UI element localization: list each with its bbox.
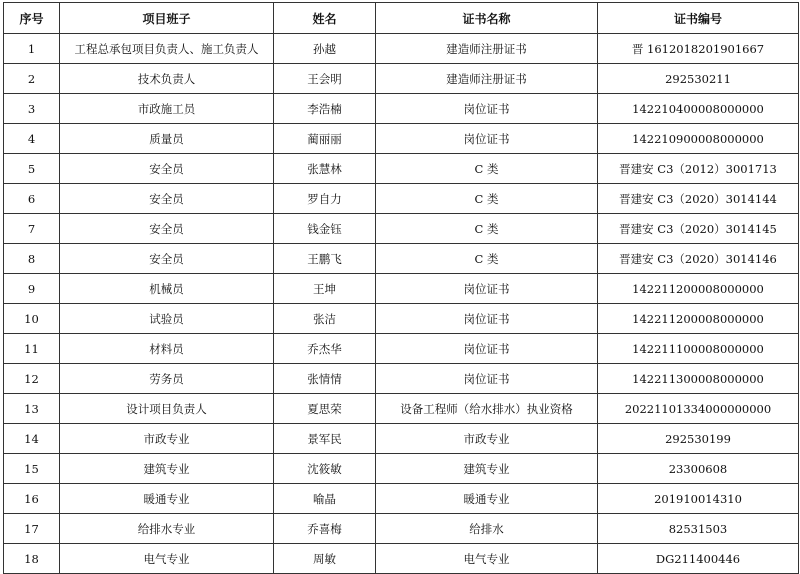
cell-certificate-number: 292530211 bbox=[598, 64, 799, 94]
cell-certificate-number: DG211400446 bbox=[598, 544, 799, 574]
cell-name: 景军民 bbox=[274, 424, 376, 454]
table-row bbox=[4, 244, 799, 274]
cell-index: 6 bbox=[4, 184, 60, 214]
table-row bbox=[4, 394, 799, 424]
cell-index: 1 bbox=[4, 34, 60, 64]
column-header-certificate-number: 证书编号 bbox=[598, 3, 799, 34]
cell-role: 建筑专业 bbox=[60, 454, 274, 484]
personnel-certificate-table bbox=[3, 2, 799, 574]
cell-certificate-name: C 类 bbox=[376, 244, 598, 274]
cell-index: 2 bbox=[4, 64, 60, 94]
cell-certificate-number: 晋 1612018201901667 bbox=[598, 34, 799, 64]
column-header-name: 姓名 bbox=[274, 3, 376, 34]
cell-certificate-number: 晋建安 C3（2020）3014146 bbox=[598, 244, 799, 274]
table-row bbox=[4, 64, 799, 94]
cell-certificate-name: 建造师注册证书 bbox=[376, 64, 598, 94]
cell-name: 钱金钰 bbox=[274, 214, 376, 244]
cell-name: 喻晶 bbox=[274, 484, 376, 514]
cell-role: 安全员 bbox=[60, 214, 274, 244]
cell-certificate-number: 82531503 bbox=[598, 514, 799, 544]
cell-role: 材料员 bbox=[60, 334, 274, 364]
cell-name: 蔺丽丽 bbox=[274, 124, 376, 154]
cell-name: 李浩楠 bbox=[274, 94, 376, 124]
table-row bbox=[4, 424, 799, 454]
table-row bbox=[4, 454, 799, 484]
table-row bbox=[4, 334, 799, 364]
cell-certificate-number: 23300608 bbox=[598, 454, 799, 484]
cell-certificate-name: C 类 bbox=[376, 214, 598, 244]
table-row bbox=[4, 124, 799, 154]
cell-name: 王会明 bbox=[274, 64, 376, 94]
cell-role: 设计项目负责人 bbox=[60, 394, 274, 424]
table-row bbox=[4, 274, 799, 304]
cell-role: 劳务员 bbox=[60, 364, 274, 394]
cell-role: 给排水专业 bbox=[60, 514, 274, 544]
header-row bbox=[4, 3, 799, 34]
cell-certificate-name: C 类 bbox=[376, 154, 598, 184]
cell-role: 安全员 bbox=[60, 244, 274, 274]
table-row bbox=[4, 214, 799, 244]
cell-certificate-name: 岗位证书 bbox=[376, 334, 598, 364]
cell-index: 18 bbox=[4, 544, 60, 574]
cell-certificate-name: 市政专业 bbox=[376, 424, 598, 454]
cell-name: 沈筱敏 bbox=[274, 454, 376, 484]
cell-certificate-name: 岗位证书 bbox=[376, 94, 598, 124]
cell-index: 5 bbox=[4, 154, 60, 184]
cell-certificate-number: 142210900008000000 bbox=[598, 124, 799, 154]
cell-certificate-number: 晋建安 C3（2020）3014145 bbox=[598, 214, 799, 244]
cell-index: 4 bbox=[4, 124, 60, 154]
cell-certificate-name: 设备工程师（给水排水）执业资格 bbox=[376, 394, 598, 424]
cell-index: 15 bbox=[4, 454, 60, 484]
cell-certificate-name: 建造师注册证书 bbox=[376, 34, 598, 64]
table-row bbox=[4, 154, 799, 184]
table-row bbox=[4, 184, 799, 214]
cell-role: 安全员 bbox=[60, 184, 274, 214]
column-header-role: 项目班子 bbox=[60, 3, 274, 34]
cell-certificate-number: 20221101334000000000 bbox=[598, 394, 799, 424]
cell-certificate-name: 给排水 bbox=[376, 514, 598, 544]
cell-name: 夏思荣 bbox=[274, 394, 376, 424]
cell-name: 乔喜梅 bbox=[274, 514, 376, 544]
cell-index: 8 bbox=[4, 244, 60, 274]
cell-name: 张洁 bbox=[274, 304, 376, 334]
table-row bbox=[4, 34, 799, 64]
cell-certificate-name: 岗位证书 bbox=[376, 304, 598, 334]
cell-index: 3 bbox=[4, 94, 60, 124]
cell-role: 市政专业 bbox=[60, 424, 274, 454]
cell-certificate-number: 142211200008000000 bbox=[598, 304, 799, 334]
cell-index: 11 bbox=[4, 334, 60, 364]
cell-role: 技术负责人 bbox=[60, 64, 274, 94]
cell-index: 9 bbox=[4, 274, 60, 304]
cell-index: 10 bbox=[4, 304, 60, 334]
table-body bbox=[4, 34, 799, 574]
cell-certificate-name: 岗位证书 bbox=[376, 364, 598, 394]
cell-role: 质量员 bbox=[60, 124, 274, 154]
cell-certificate-number: 晋建安 C3（2020）3014144 bbox=[598, 184, 799, 214]
cell-index: 17 bbox=[4, 514, 60, 544]
table-row bbox=[4, 514, 799, 544]
table-row bbox=[4, 94, 799, 124]
cell-name: 孙越 bbox=[274, 34, 376, 64]
table-row bbox=[4, 304, 799, 334]
cell-index: 7 bbox=[4, 214, 60, 244]
cell-certificate-number: 201910014310 bbox=[598, 484, 799, 514]
cell-name: 王鹏飞 bbox=[274, 244, 376, 274]
cell-role: 暖通专业 bbox=[60, 484, 274, 514]
cell-role: 试验员 bbox=[60, 304, 274, 334]
cell-role: 机械员 bbox=[60, 274, 274, 304]
cell-name: 乔杰华 bbox=[274, 334, 376, 364]
cell-name: 张情情 bbox=[274, 364, 376, 394]
cell-certificate-name: 暖通专业 bbox=[376, 484, 598, 514]
cell-name: 罗自力 bbox=[274, 184, 376, 214]
cell-certificate-number: 142211200008000000 bbox=[598, 274, 799, 304]
cell-certificate-number: 142211100008000000 bbox=[598, 334, 799, 364]
cell-index: 13 bbox=[4, 394, 60, 424]
column-header-certificate-name: 证书名称 bbox=[376, 3, 598, 34]
cell-index: 12 bbox=[4, 364, 60, 394]
table-row bbox=[4, 484, 799, 514]
cell-name: 王坤 bbox=[274, 274, 376, 304]
cell-role: 市政施工员 bbox=[60, 94, 274, 124]
cell-certificate-name: 电气专业 bbox=[376, 544, 598, 574]
cell-certificate-number: 晋建安 C3（2012）3001713 bbox=[598, 154, 799, 184]
cell-certificate-number: 142210400008000000 bbox=[598, 94, 799, 124]
cell-certificate-name: 岗位证书 bbox=[376, 274, 598, 304]
table-row bbox=[4, 364, 799, 394]
cell-role: 安全员 bbox=[60, 154, 274, 184]
cell-certificate-name: 岗位证书 bbox=[376, 124, 598, 154]
cell-role: 电气专业 bbox=[60, 544, 274, 574]
cell-certificate-number: 142211300008000000 bbox=[598, 364, 799, 394]
cell-certificate-name: 建筑专业 bbox=[376, 454, 598, 484]
cell-certificate-number: 292530199 bbox=[598, 424, 799, 454]
cell-name: 周敏 bbox=[274, 544, 376, 574]
cell-index: 14 bbox=[4, 424, 60, 454]
table-row bbox=[4, 544, 799, 574]
column-header-index: 序号 bbox=[4, 3, 60, 34]
cell-certificate-name: C 类 bbox=[376, 184, 598, 214]
cell-name: 张慧林 bbox=[274, 154, 376, 184]
cell-index: 16 bbox=[4, 484, 60, 514]
cell-role: 工程总承包项目负责人、施工负责人 bbox=[60, 34, 274, 64]
